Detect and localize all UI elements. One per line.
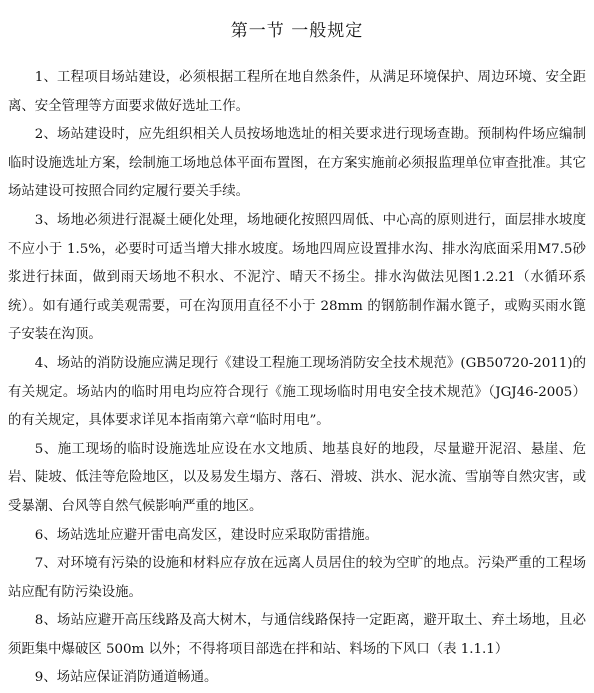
- paragraph-6: 6、场站选址应避开雷电高发区，建设时应采取防雷措施。: [34, 527, 379, 543]
- section-title: 第一节 一般规定: [230, 21, 364, 41]
- paragraph-2: 2、场站建设时，应先组织相关人员按场地选址的相关要求进行现场查勘。预制构件场应编制临时设施选址方案，绘制施工场地总体平面布置图，在方案实施前必须报监理单位审查批准。其它场站建设可按照合同约定履行要关手续。: [8, 127, 586, 200]
- paragraph-3: 3、场地必须进行混凝土硬化处理，场地硬化按照四周低、中心高的原则进行，面层排水坡度不应小于 1.5%，必要时可适当增大排水坡度。场地四周应设置排水沟、排水沟底面采用M7.5砂浆进行抹面，做到雨天场地不积水、不泥泞、晴天不扬尘。排水沟做法见图1.2.21（水循环系统）。如有通行或美观需要，可在沟顶用直径不小于 28mm 的钢筋制作漏水篦子，或购买雨水篦子安装在沟顶。: [8, 212, 586, 343]
- paragraph-9: 9、场站应保证消防通道畅通。: [34, 670, 218, 686]
- paragraph-4: 4、场站的消防设施应满足现行《建设工程施工现场消防安全技术规范》(GB50720-2011)的有关规定。场站内的临时用电均应符合现行《施工现场临时用电安全技术规范》（JGJ46-2005）的有关规定，具体要求详见本指南第六章“临时用电”。: [8, 355, 586, 429]
- paragraph-8: 8、场站应避开高压线路及高大树木，与通信线路保持一定距离，避开取土、弃土场地，且必须距集中爆破区 500m 以外；不得将项目部选在拌和站、料场的下风口（表 1.1.1）: [8, 613, 586, 657]
- paragraph-1: 1、工程项目场站建设，必须根据工程所在地自然条件，从满足环境保护、周边环境、安全距离、安全管理等方面要求做好选址工作。: [8, 70, 586, 114]
- paragraph-7: 7、对环境有污染的设施和材料应存放在远离人员居住的较为空旷的地点。污染严重的工程场站应配有防污染设施。: [8, 556, 586, 600]
- document-body: [8, 64, 586, 693]
- paragraph-5: 5、施工现场的临时设施选址应设在水文地质、地基良好的地段，尽量避开泥沼、悬崖、危岩、陡坡、低洼等危险地区，以及易发生塌方、落石、滑坡、洪水、泥水流、雪崩等自然灾害，或受暴潮、台风等自然气候影响严重的地区。: [8, 441, 586, 514]
